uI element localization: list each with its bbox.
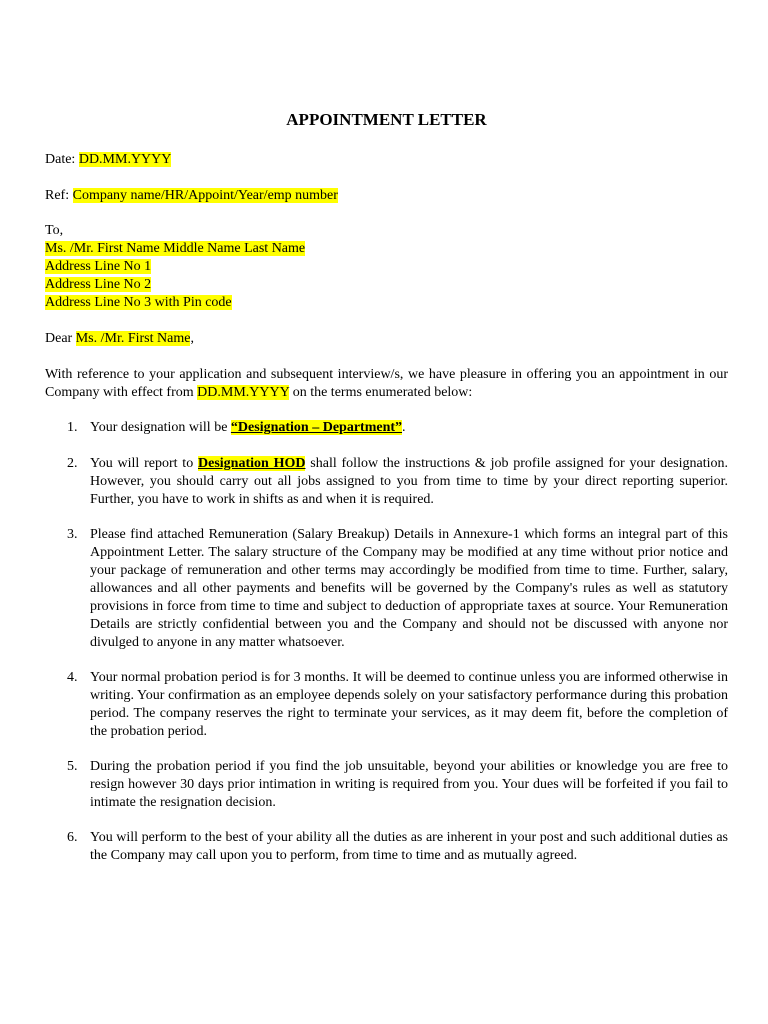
intro-paragraph: With reference to your application and subsequent interview/s, we have pleasure in offering you an appointment in our Company with effect from DD.MM.YYYY on the terms enumerated below: — [45, 367, 728, 400]
designation-highlight: “Designation – Department” — [230, 420, 403, 435]
address-line-1: Address Line No 1 — [45, 259, 152, 274]
ref-label: Ref: — [45, 188, 73, 203]
hod-highlight: Designation HOD — [198, 456, 306, 471]
letter-title: APPOINTMENT LETTER — [286, 110, 487, 129]
address-line-2: Address Line No 2 — [45, 277, 152, 292]
intro-date: DD.MM.YYYY — [197, 385, 290, 400]
to-line: To, — [45, 223, 64, 238]
date-value: DD.MM.YYYY — [78, 152, 172, 167]
address-line-3: Address Line No 3 with Pin code — [45, 295, 232, 310]
salutation: Dear Ms. /Mr. First Name, — [45, 331, 194, 346]
ref-value: Company name/HR/Appoint/Year/emp number — [72, 188, 338, 203]
address-name: Ms. /Mr. First Name Middle Name Last Name — [45, 241, 306, 256]
date-line — [45, 151, 171, 169]
salutation-name: Ms. /Mr. First Name — [75, 331, 191, 346]
date-label: Date: — [45, 152, 79, 167]
ref-line — [45, 187, 338, 205]
